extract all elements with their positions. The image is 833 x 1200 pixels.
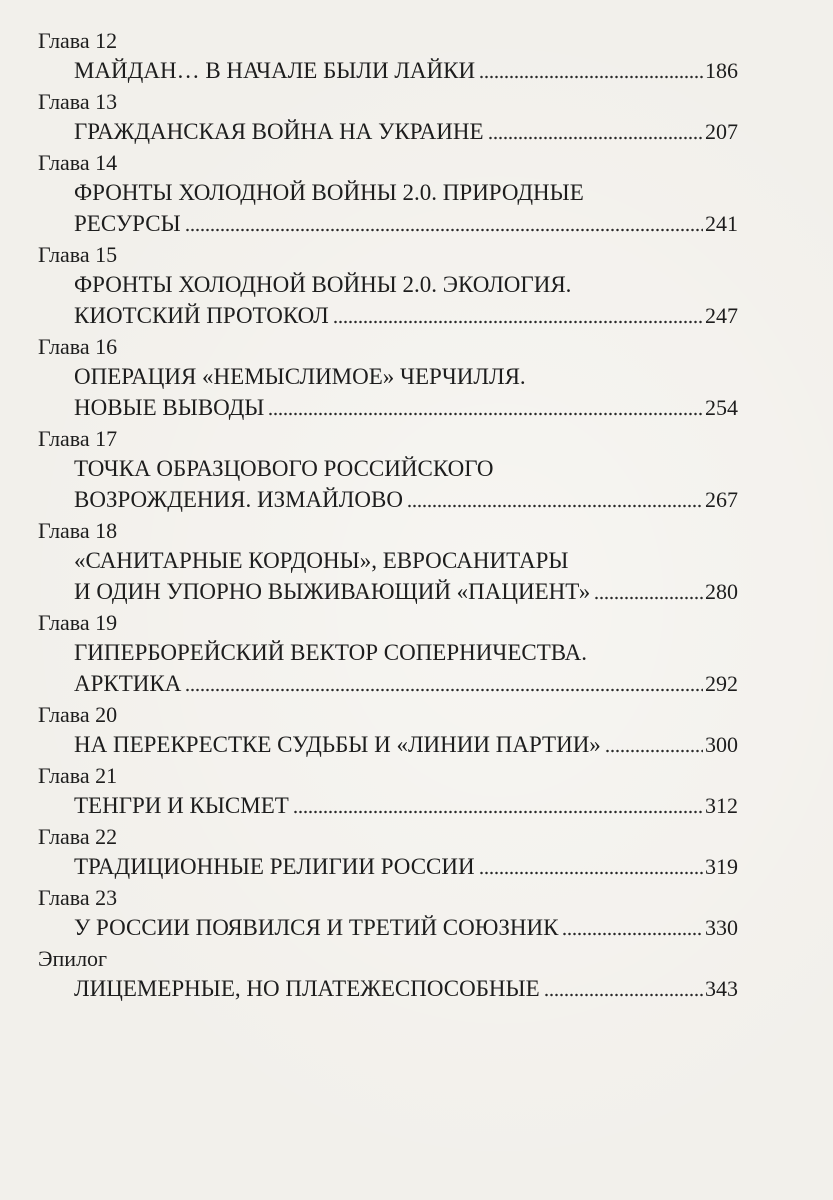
chapter-entry [74,117,738,148]
chapter-label: Глава 20 [38,702,118,727]
toc-epilogue [38,944,738,1005]
page-number: 280 [705,579,738,604]
entry-title-line [74,577,738,608]
page-number: 247 [705,303,738,328]
chapter-label: Глава 18 [38,518,118,543]
entry-title-line [74,852,738,883]
page-number: 330 [705,915,738,940]
toc-chapter-15 [38,240,738,332]
chapter-title: ТРАДИЦИОННЫЕ РЕЛИГИИ РОССИИ [74,854,475,879]
entry-title-line [74,913,738,944]
dot-leader [544,992,703,998]
entry-title-line [74,56,738,87]
toc-chapter-13 [38,87,738,148]
chapter-entry [74,913,738,944]
chapter-title: И ОДИН УПОРНО ВЫЖИВАЮЩИЙ «ПАЦИЕНТ» [74,579,591,604]
chapter-title: КИОТСКИЙ ПРОТОКОЛ [74,303,329,328]
toc-chapter-17 [38,424,738,516]
page-number: 292 [705,671,738,696]
chapter-title: ГИПЕРБОРЕЙСКИЙ ВЕКТОР СОПЕРНИЧЕСТВА. [74,640,588,665]
toc-chapter-16 [38,332,738,424]
dot-leader [479,74,703,80]
entry-title-line [74,669,738,700]
chapter-label: Глава 17 [38,426,118,451]
entry-title-line [74,485,738,516]
toc-chapter-19 [38,608,738,700]
page-number: 343 [705,976,738,1001]
entry-title-line [74,791,738,822]
chapter-title: РЕСУРСЫ [74,211,181,236]
chapter-label: Глава 16 [38,334,118,359]
dot-leader [594,595,703,601]
dot-leader [562,931,703,937]
chapter-label: Глава 15 [38,242,118,267]
chapter-label: Глава 22 [38,824,118,849]
entry-title-line [74,301,738,332]
toc-chapter-12 [38,26,738,87]
chapter-title: АРКТИКА [74,671,182,696]
dot-leader [293,809,703,815]
chapter-entry [74,178,738,240]
chapter-entry [74,270,738,332]
toc-chapter-21 [38,761,738,822]
chapter-title: МАЙДАН… В НАЧАЛЕ БЫЛИ ЛАЙКИ [74,58,476,83]
entry-title-line [74,730,738,761]
dot-leader [185,227,703,233]
chapter-label: Глава 19 [38,610,118,635]
dot-leader [268,411,703,417]
chapter-label: Глава 14 [38,150,118,175]
page-number: 319 [705,854,738,879]
chapter-title: У РОССИИ ПОЯВИЛСЯ И ТРЕТИЙ СОЮЗНИК [74,915,559,940]
chapter-title: ТЕНГРИ И КЫСМЕТ [74,793,289,818]
chapter-entry [74,730,738,761]
table-of-contents [38,26,738,1005]
page-number: 186 [705,58,738,83]
chapter-title: ЛИЦЕМЕРНЫЕ, НО ПЛАТЕЖЕСПОСОБНЫЕ [74,976,540,1001]
chapter-entry [74,362,738,424]
chapter-title: ОПЕРАЦИЯ «НЕМЫСЛИМОЕ» ЧЕРЧИЛЛЯ. [74,364,526,389]
chapter-entry [74,974,738,1005]
chapter-title: ФРОНТЫ ХОЛОДНОЙ ВОЙНЫ 2.0. ЭКОЛОГИЯ. [74,272,572,297]
chapter-title: ФРОНТЫ ХОЛОДНОЙ ВОЙНЫ 2.0. ПРИРОДНЫЕ [74,180,584,205]
entry-title-line [74,117,738,148]
chapter-entry [74,546,738,608]
page-number: 207 [705,119,738,144]
chapter-label: Глава 13 [38,89,118,114]
page-number: 267 [705,487,738,512]
chapter-title: ГРАЖДАНСКАЯ ВОЙНА НА УКРАИНЕ [74,119,484,144]
dot-leader [185,687,703,693]
chapter-title: ТОЧКА ОБРАЗЦОВОГО РОССИЙСКОГО [74,456,494,481]
chapter-label: Эпилог [38,946,108,971]
page-number: 254 [705,395,738,420]
chapter-entry [74,852,738,883]
entry-title-line [74,974,738,1005]
entry-title-line [74,393,738,424]
entry-title-line [74,209,738,240]
page-number: 241 [705,211,738,236]
dot-leader [605,748,703,754]
dot-leader [333,319,703,325]
chapter-label: Глава 12 [38,28,118,53]
chapter-entry [74,454,738,516]
toc-chapter-20 [38,700,738,761]
chapter-title: НОВЫЕ ВЫВОДЫ [74,395,265,420]
chapter-title: НА ПЕРЕКРЕСТКЕ СУДЬБЫ И «ЛИНИИ ПАРТИИ» [74,732,601,757]
page-number: 312 [705,793,738,818]
toc-chapter-18 [38,516,738,608]
chapter-entry [74,56,738,87]
chapter-entry [74,638,738,700]
dot-leader [407,503,703,509]
toc-chapter-23 [38,883,738,944]
page-number: 300 [705,732,738,757]
dot-leader [488,135,703,141]
toc-chapter-14 [38,148,738,240]
chapter-entry [74,791,738,822]
chapter-title: ВОЗРОЖДЕНИЯ. ИЗМАЙЛОВО [74,487,403,512]
toc-chapter-22 [38,822,738,883]
chapter-label: Глава 23 [38,885,118,910]
chapter-title: «САНИТАРНЫЕ КОРДОНЫ», ЕВРОСАНИТАРЫ [74,548,569,573]
chapter-label: Глава 21 [38,763,118,788]
dot-leader [479,870,703,876]
